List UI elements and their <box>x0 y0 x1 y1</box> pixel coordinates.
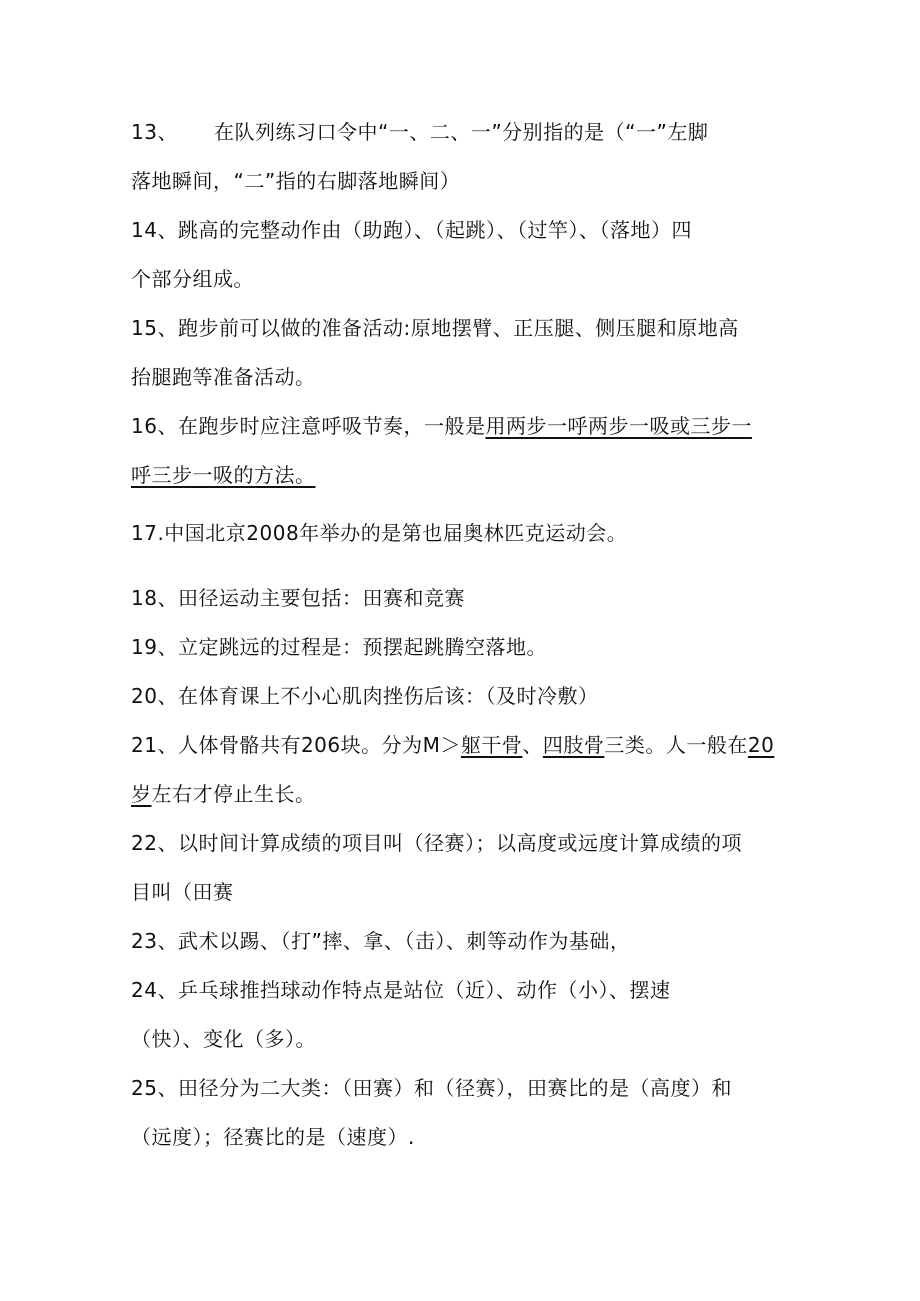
underlined-answer: 20 <box>747 733 775 757</box>
item-22 <box>131 819 801 917</box>
item-text: 武术以踢、（打”摔、拿、（击）、刺等动作为基础， <box>177 929 631 953</box>
item-text: 三类。人一般在 <box>604 733 748 757</box>
item-15 <box>131 304 801 402</box>
item-text: （远度）；径赛比的是（速度）. <box>131 1125 415 1149</box>
item-text: 田径分为二大类：（田赛）和（径赛），田赛比的是（高度）和 <box>177 1076 732 1100</box>
underlined-answer: 呼三步一吸的方法。 <box>131 463 316 487</box>
item-text: （快）、变化（多）。 <box>131 1027 316 1051</box>
item-text: 抬腿跑等准备活动。 <box>131 365 316 389</box>
item-number: 20、 <box>131 684 178 708</box>
item-number: 14、 <box>131 218 178 242</box>
item-17 <box>131 509 801 558</box>
item-text: 在队列练习口令中“一、二、一”分别指的是（“一”左脚 <box>213 120 709 144</box>
item-16 <box>131 402 801 500</box>
underlined-answer: 用两步一呼两步一吸或三步一 <box>485 414 752 438</box>
item-text: 、 <box>522 733 543 757</box>
item-number: 13、 <box>131 120 178 144</box>
item-text: 跑步前可以做的准备活动:原地摆臂、正压腿、侧压腿和原地高 <box>177 316 739 340</box>
item-number: 16、 <box>131 414 178 438</box>
item-text: 跳高的完整动作由（助跑）、（起跳）、（过竿）、（落地）四 <box>177 218 692 242</box>
item-18 <box>131 574 801 623</box>
item-number: 19、 <box>131 635 178 659</box>
item-text: 田径运动主要包括：田赛和竞赛 <box>177 586 465 610</box>
item-text: 在体育课上不小心肌肉挫伤后该：（及时冷敷） <box>177 684 599 708</box>
item-text: 立定跳远的过程是：预摆起跳腾空落地。 <box>177 635 547 659</box>
underlined-answer: 四肢骨 <box>542 733 605 757</box>
item-number: 21、 <box>131 733 178 757</box>
underlined-answer: 岁 <box>131 782 152 806</box>
item-text: 左右才停止生长。 <box>151 782 316 806</box>
item-text: 以时间计算成绩的项目叫（径赛）；以高度或远度计算成绩的项 <box>177 831 742 855</box>
underlined-answer: 躯干骨 <box>460 733 523 757</box>
item-21 <box>131 721 801 819</box>
item-19 <box>131 623 801 672</box>
item-text: 乒乓球推挡球动作特点是站位（近）、动作（小）、摆速 <box>177 978 671 1002</box>
item-text: 个部分组成。 <box>131 267 254 291</box>
item-text: 在跑步时应注意呼吸节奏，一般是 <box>177 414 486 438</box>
item-number: 22、 <box>131 831 178 855</box>
item-14 <box>131 206 801 304</box>
item-text: 落地瞬间，“二”指的右脚落地瞬间） <box>131 169 461 193</box>
item-13 <box>131 108 801 206</box>
item-25 <box>131 1064 801 1162</box>
item-23 <box>131 917 801 966</box>
item-number: 18、 <box>131 586 178 610</box>
item-number: 23、 <box>131 929 178 953</box>
item-text: 人体骨骼共有206块。分为M＞ <box>177 733 461 757</box>
item-text: 17.中国北京2008年举办的是第也届奥林匹克运动会。 <box>131 521 628 545</box>
item-text: 目叫（田赛 <box>131 880 234 904</box>
item-20 <box>131 672 801 721</box>
item-number: 25、 <box>131 1076 178 1100</box>
item-number: 15、 <box>131 316 178 340</box>
item-24 <box>131 966 801 1064</box>
item-number: 24、 <box>131 978 178 1002</box>
